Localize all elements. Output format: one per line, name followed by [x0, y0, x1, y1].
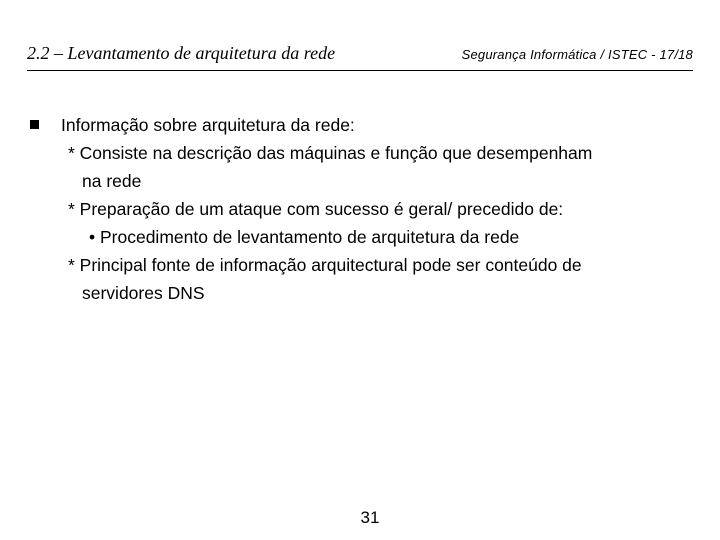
sub-point-description-continued: na rede — [82, 171, 142, 191]
sub-point-dns-source: * Principal fonte de informação arquitectural pode ser conteúdo de — [68, 255, 582, 275]
square-bullet-icon — [30, 120, 39, 129]
sub-sub-point-procedure: • Procedimento de levantamento de arquitetura da rede — [89, 227, 520, 247]
page-number: 31 — [360, 508, 380, 527]
bullet-heading: Informação sobre arquitetura da rede: — [61, 115, 355, 135]
slide-title: 2.2 – Levantamento de arquitetura da rede — [27, 43, 336, 63]
sub-point-description: * Consiste na descrição das máquinas e função que desempenham — [68, 143, 593, 163]
header-divider — [27, 70, 693, 71]
sub-point-attack-preparation: * Preparação de um ataque com sucesso é geral/ precedido de: — [68, 199, 564, 219]
course-label: Segurança Informática / ISTEC - 17/18 — [461, 47, 693, 62]
sub-point-dns-source-continued: servidores DNS — [82, 283, 205, 303]
slide-body — [61, 111, 681, 307]
